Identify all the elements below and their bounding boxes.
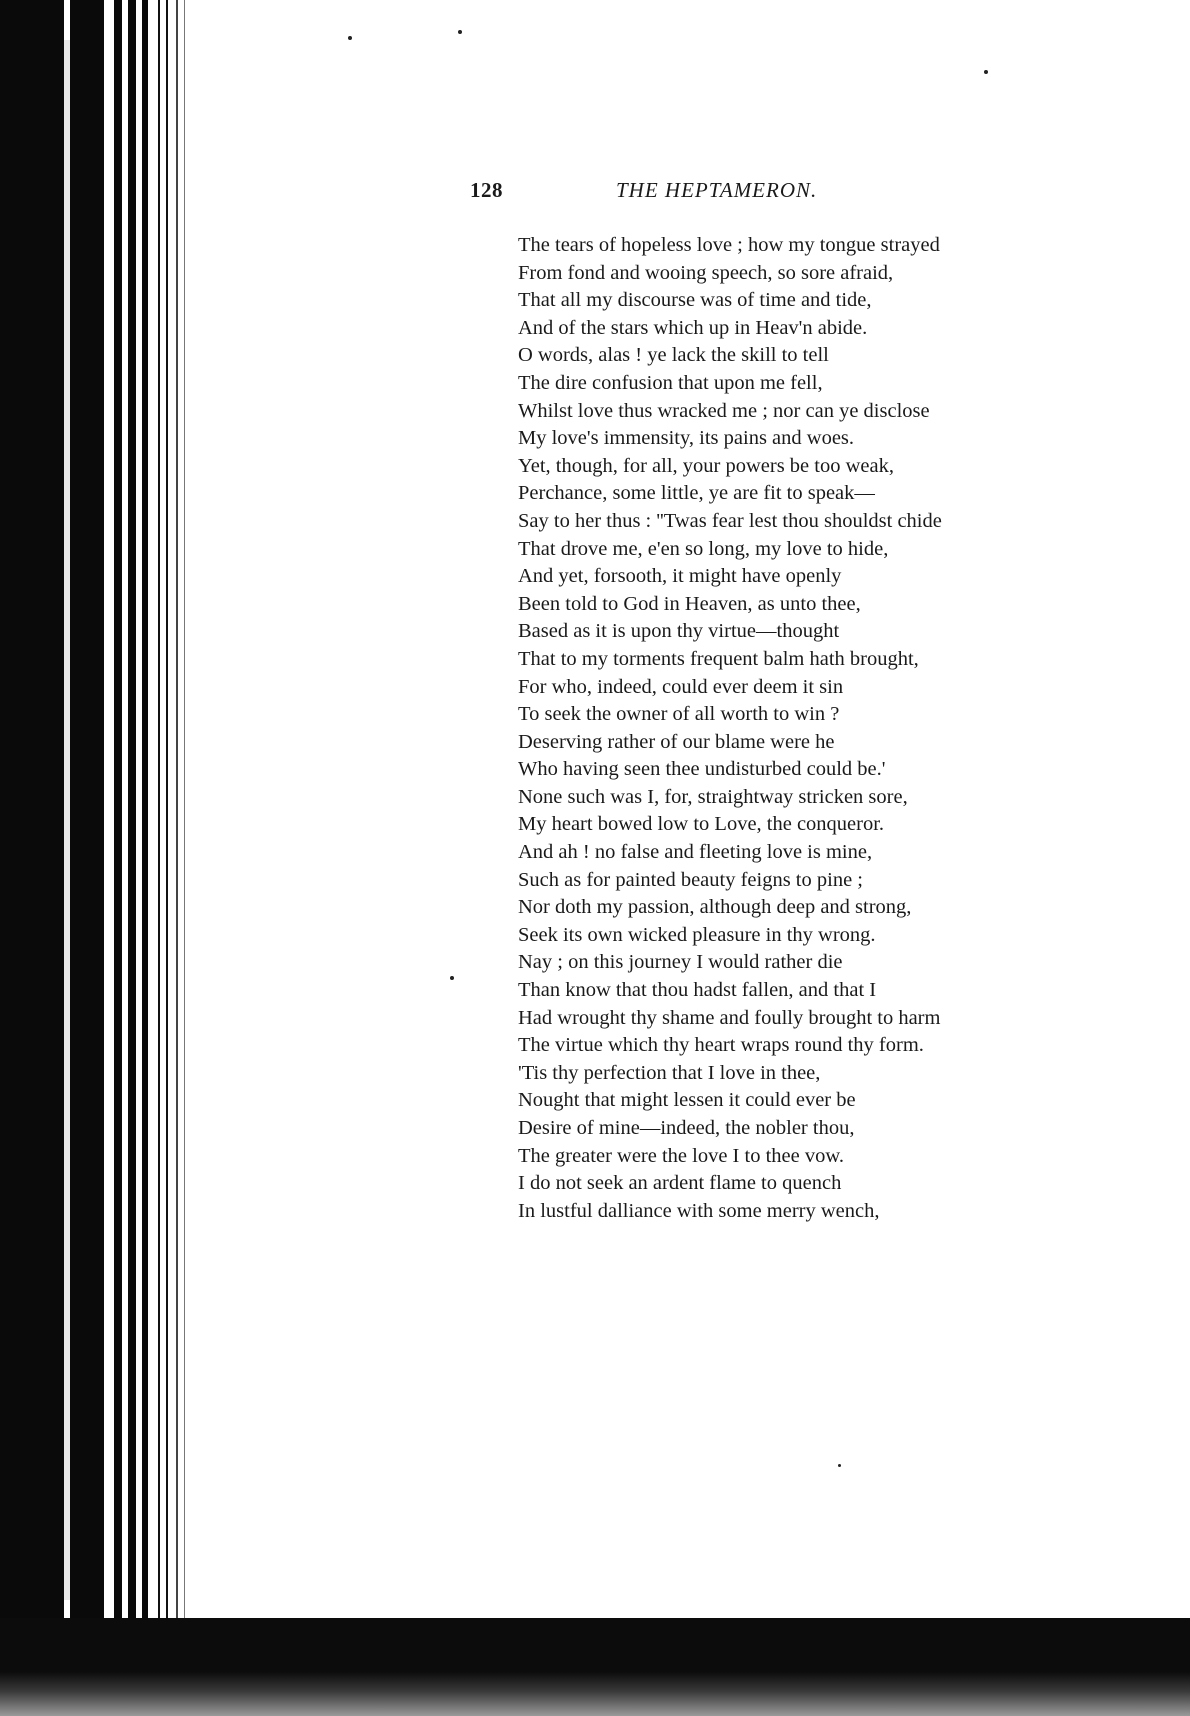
scan-speck <box>458 30 462 34</box>
poem-line: Perchance, some little, ye are fit to speak— <box>518 482 875 505</box>
running-head <box>470 178 920 208</box>
poem-line: My love's immensity, its pains and woes. <box>518 427 855 450</box>
poem-line: The tears of hopeless love ; how my tongue strayed <box>518 234 940 256</box>
poem-text <box>518 232 1078 1225</box>
poem-line: Than know that thou hadst fallen, and that I <box>518 979 877 1002</box>
poem-line: And of the stars which up in Heav'n abide. <box>518 316 868 339</box>
page-number: 128 <box>470 178 503 202</box>
poem-line: That to my torments frequent balm hath brought, <box>518 647 919 670</box>
poem-line: Who having seen thee undisturbed could be.' <box>518 758 886 781</box>
poem-line: Based as it is upon thy virtue—thought <box>518 620 840 643</box>
poem-line: Desire of mine—indeed, the nobler thou, <box>518 1117 855 1139</box>
poem-line: Deserving rather of our blame were he <box>518 730 835 753</box>
poem-line: The dire confusion that upon me fell, <box>518 371 823 394</box>
poem-line: Had wrought thy shame and foully brought to harm <box>518 1006 941 1029</box>
poem-line: Nor doth my passion, although deep and strong, <box>518 896 912 919</box>
scan-speck <box>348 36 352 40</box>
book-binding-shadow <box>0 0 190 1716</box>
poem-line: That drove me, e'en so long, my love to hide, <box>518 537 889 560</box>
poem-line: For who, indeed, could ever deem it sin <box>518 675 844 698</box>
poem-line: Nought that might lessen it could ever be <box>518 1089 856 1112</box>
poem-line: Been told to God in Heaven, as unto thee, <box>518 592 861 615</box>
bottom-page-shadow <box>0 1618 1190 1716</box>
poem-line: And ah ! no false and fleeting love is mine, <box>518 841 873 864</box>
poem-line: That all my discourse was of time and tide, <box>518 289 872 312</box>
poem-line: To seek the owner of all worth to win ? <box>518 703 840 726</box>
poem-line: Seek its own wicked pleasure in thy wrong. <box>518 923 876 946</box>
poem-line: Whilst love thus wracked me ; nor can ye disclose <box>518 399 930 422</box>
poem-line: And yet, forsooth, it might have openly <box>518 565 842 588</box>
book-title: THE HEPTAMERON. <box>616 178 818 202</box>
scan-speck <box>838 1464 841 1467</box>
poem-line: Yet, though, for all, your powers be too weak, <box>518 454 894 477</box>
poem-line: Such as for painted beauty feigns to pine ; <box>518 868 863 891</box>
poem-line: In lustful dalliance with some merry wench, <box>518 1199 880 1222</box>
poem-line: Say to her thus : ''Twas fear lest thou shouldst chide <box>518 509 942 532</box>
poem-line: Nay ; on this journey I would rather die <box>518 951 843 974</box>
poem-line: None such was I, for, straightway stricken sore, <box>518 785 908 808</box>
poem-line: I do not seek an ardent flame to quench <box>518 1172 842 1195</box>
poem-line: The greater were the love I to thee vow. <box>518 1144 844 1167</box>
poem-line: O words, alas ! ye lack the skill to tell <box>518 344 829 367</box>
poem-line: 'Tis thy perfection that I love in thee, <box>518 1061 821 1084</box>
scan-speck <box>450 976 454 980</box>
poem-line: My heart bowed low to Love, the conqueror. <box>518 813 885 836</box>
scan-speck <box>984 70 988 74</box>
poem-line: From fond and wooing speech, so sore afraid, <box>518 261 894 284</box>
poem-line: The virtue which thy heart wraps round thy form. <box>518 1034 924 1057</box>
